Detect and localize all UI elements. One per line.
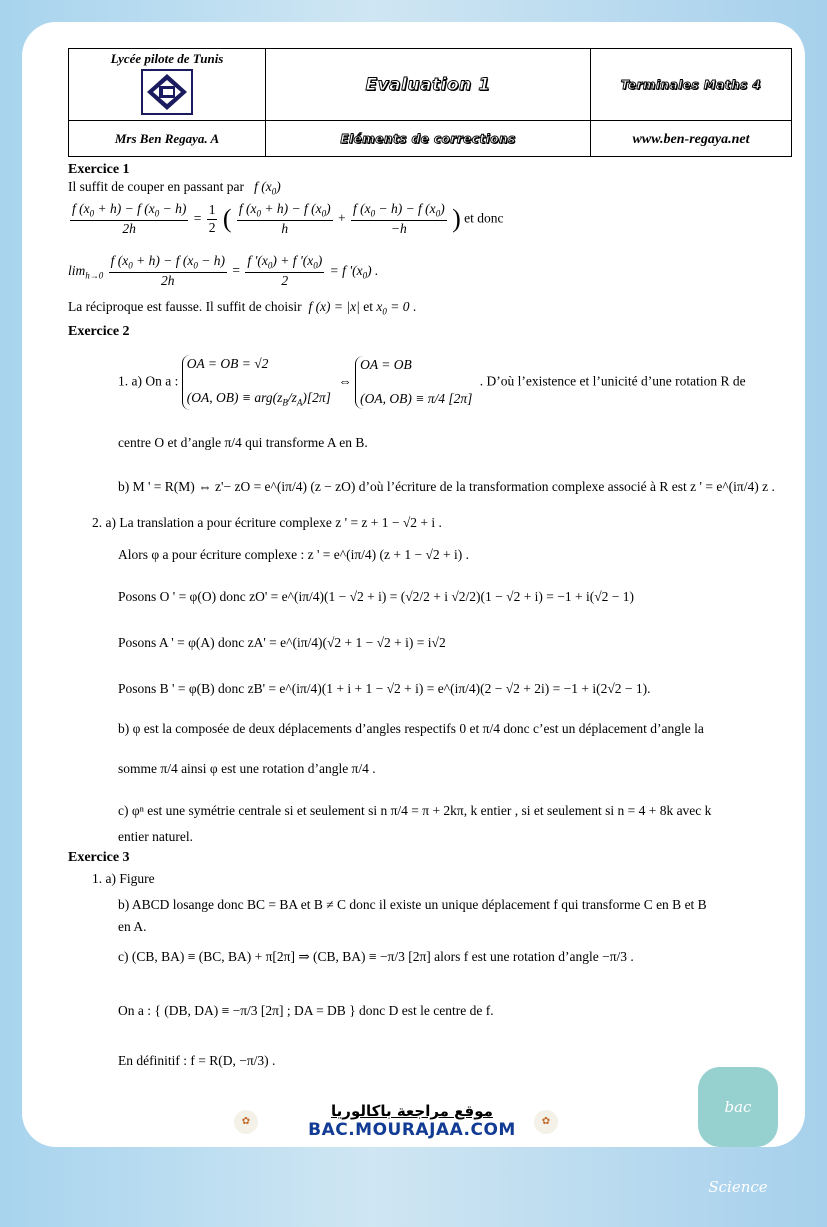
ex2-on-a-text: 1. a) On a : [118,373,179,389]
ex2-line-e2: entier naturel. [118,829,193,844]
header-table [68,48,792,157]
ex2-line-b1: b) M ' = R(M) ⇔ z'− zO = e^(iπ/4) (z − zO) d’où l’écriture de la transformation complexe associé à R est z ' = e^(iπ/4) z . [118,479,775,494]
document-content [68,48,792,1072]
ex2-line-c1: 2. a) La translation a pour écriture complexe z ' = z + 1 − √2 + i . [92,515,442,530]
ex3-line-f6: En définitif : f = R(D, −π/3) . [118,1053,276,1068]
ex1-line-2: $\frac{f (x_0 + h) - f (x_0 - h)}{2h}$ = $\frac{1}{2}$ ( $\frac{f (x_0 + h) - f (x_0)}{h}$ + $\frac{f (x_0 - h) - f (x_0)}{-h}$ ) et donc [72,201,504,236]
corrections-subtitle: Eléments de corrections [340,131,516,146]
subtitle-cell [266,121,591,157]
school-cell [69,49,266,121]
ex2-line-a2: centre O et d’angle π/4 qui transforme A en B. [118,435,368,450]
ex1-line-4: La réciproque est fausse. Il suffit de choisir f (x) = |x| et $x_0 = 0$ . [68,299,417,317]
class-label: Terminales Maths 4 [620,77,762,92]
footer [22,1092,805,1196]
ex1-line-3: $\lim_{h\to 0}$ $\frac{f (x_0 + h) - f (x_0 - h)}{2h}$ = $\frac{f '(x_0) + f '(x_0)}{2}$ = f '$(x_0)$ . [68,253,379,288]
footer-arabic-title: موقع مراجعة باكالوريا [331,1102,493,1120]
page-sheet [22,22,805,1196]
school-name: Lycée pilote de Tunis [110,51,224,66]
ex1-converse-text: La réciproque est fausse. Il suffit de choisir [68,299,302,314]
title-cell [266,49,591,121]
footer-banner[interactable] [284,1102,540,1142]
ex2-line-d1: b) φ est la composée de deux déplacements d’angles respectifs 0 et π/4 donc c’est un déplacement d’angle la [118,721,704,736]
ex2-line-e1: c) φⁿ est une symétrie centrale si et seulement si n π/4 = π + 2kπ, k entier , si et seulement si n = 4 + 8k avec k [118,803,712,818]
ex3-line-f2: b) ABCD losange donc BC = BA et B ≠ C donc il existe un unique déplacement f qui transforme C en B et B [118,897,707,912]
footer-site-link[interactable]: BAC.MOURAJAA.COM [308,1120,516,1140]
ex2-line-c3: Posons O ' = φ(O) donc zO' = e^(iπ/4)(1 − √2 + i) = (√2/2 + i √2/2)(1 − √2 + i) = −1 + i(√2 − 1) [118,589,635,604]
website-link[interactable]: www.ben-regaya.net [632,131,750,147]
ex1-intro-text: Il suffit de couper en passant par [68,179,244,194]
exercise-1-heading: Exercice 1 [68,162,130,177]
ex2-line-a1: 1. a) On a : OA = OB = √2 (OA, $OB) \equiv arg(z_B/z_A)[2\pi]$ ⇔ OA = OB (OA, OB) ≡ π/4 [2π] . D’où l’existence et l’unicité d’une rotation R de [118,355,746,410]
ex1-and-so-text: et donc [464,210,504,226]
ex2-rotation-text: . D’où l’existence et l’unicité d’une rotation R de [479,373,746,389]
ex2-line-c4: Posons A ' = φ(A) donc zA' = e^(iπ/4)(√2 + 1 − √2 + i) = i√2 [118,635,446,650]
ex2-line-d2: somme π/4 ainsi φ est une rotation d’angle π/4 . [118,761,376,776]
teacher-cell [69,121,266,157]
school-logo-icon [141,69,193,115]
ex1-line-1 [68,179,281,198]
ex3-line-f1: 1. a) Figure [92,871,155,886]
ex1-formula-fx0: f $(x_0)$ [247,179,281,197]
ex2-line-c5: Posons B ' = φ(B) donc zB' = e^(iπ/4)(1 + i + 1 − √2 + i) = e^(iπ/4)(2 − √2 + 2i) = −1 + i(2√2 − 1). [118,681,651,696]
teacher-name: Mrs Ben Regaya. A [114,130,220,146]
evaluation-title: Evaluation 1 [365,74,491,95]
ex3-line-f4: c) (CB, BA) ≡ (BC, BA) + π[2π] ⇒ (CB, BA) ≡ −π/3 [2π] alors f est une rotation d’angle −π/3 . [118,949,634,964]
class-cell [591,49,792,121]
ex2-line-c2: Alors φ a pour écriture complexe : z ' = e^(iπ/4) (z + 1 − √2 + i) . [118,547,470,562]
footer-logo-right-icon: ✿ [534,1110,558,1134]
bac-science-badge: bac Science [698,1067,778,1147]
exercise-3-heading: Exercice 3 [68,850,130,865]
document-body [68,157,792,1072]
exercise-2-heading: Exercice 2 [68,324,130,339]
ex3-line-f5: On a : { (DB, DA) ≡ −π/3 [2π] ; DA = DB } donc D est le centre de f. [118,1003,494,1018]
website-cell [591,121,792,157]
ex3-line-f3: en A. [118,919,147,934]
footer-logo-left-icon: ✿ [234,1110,258,1134]
